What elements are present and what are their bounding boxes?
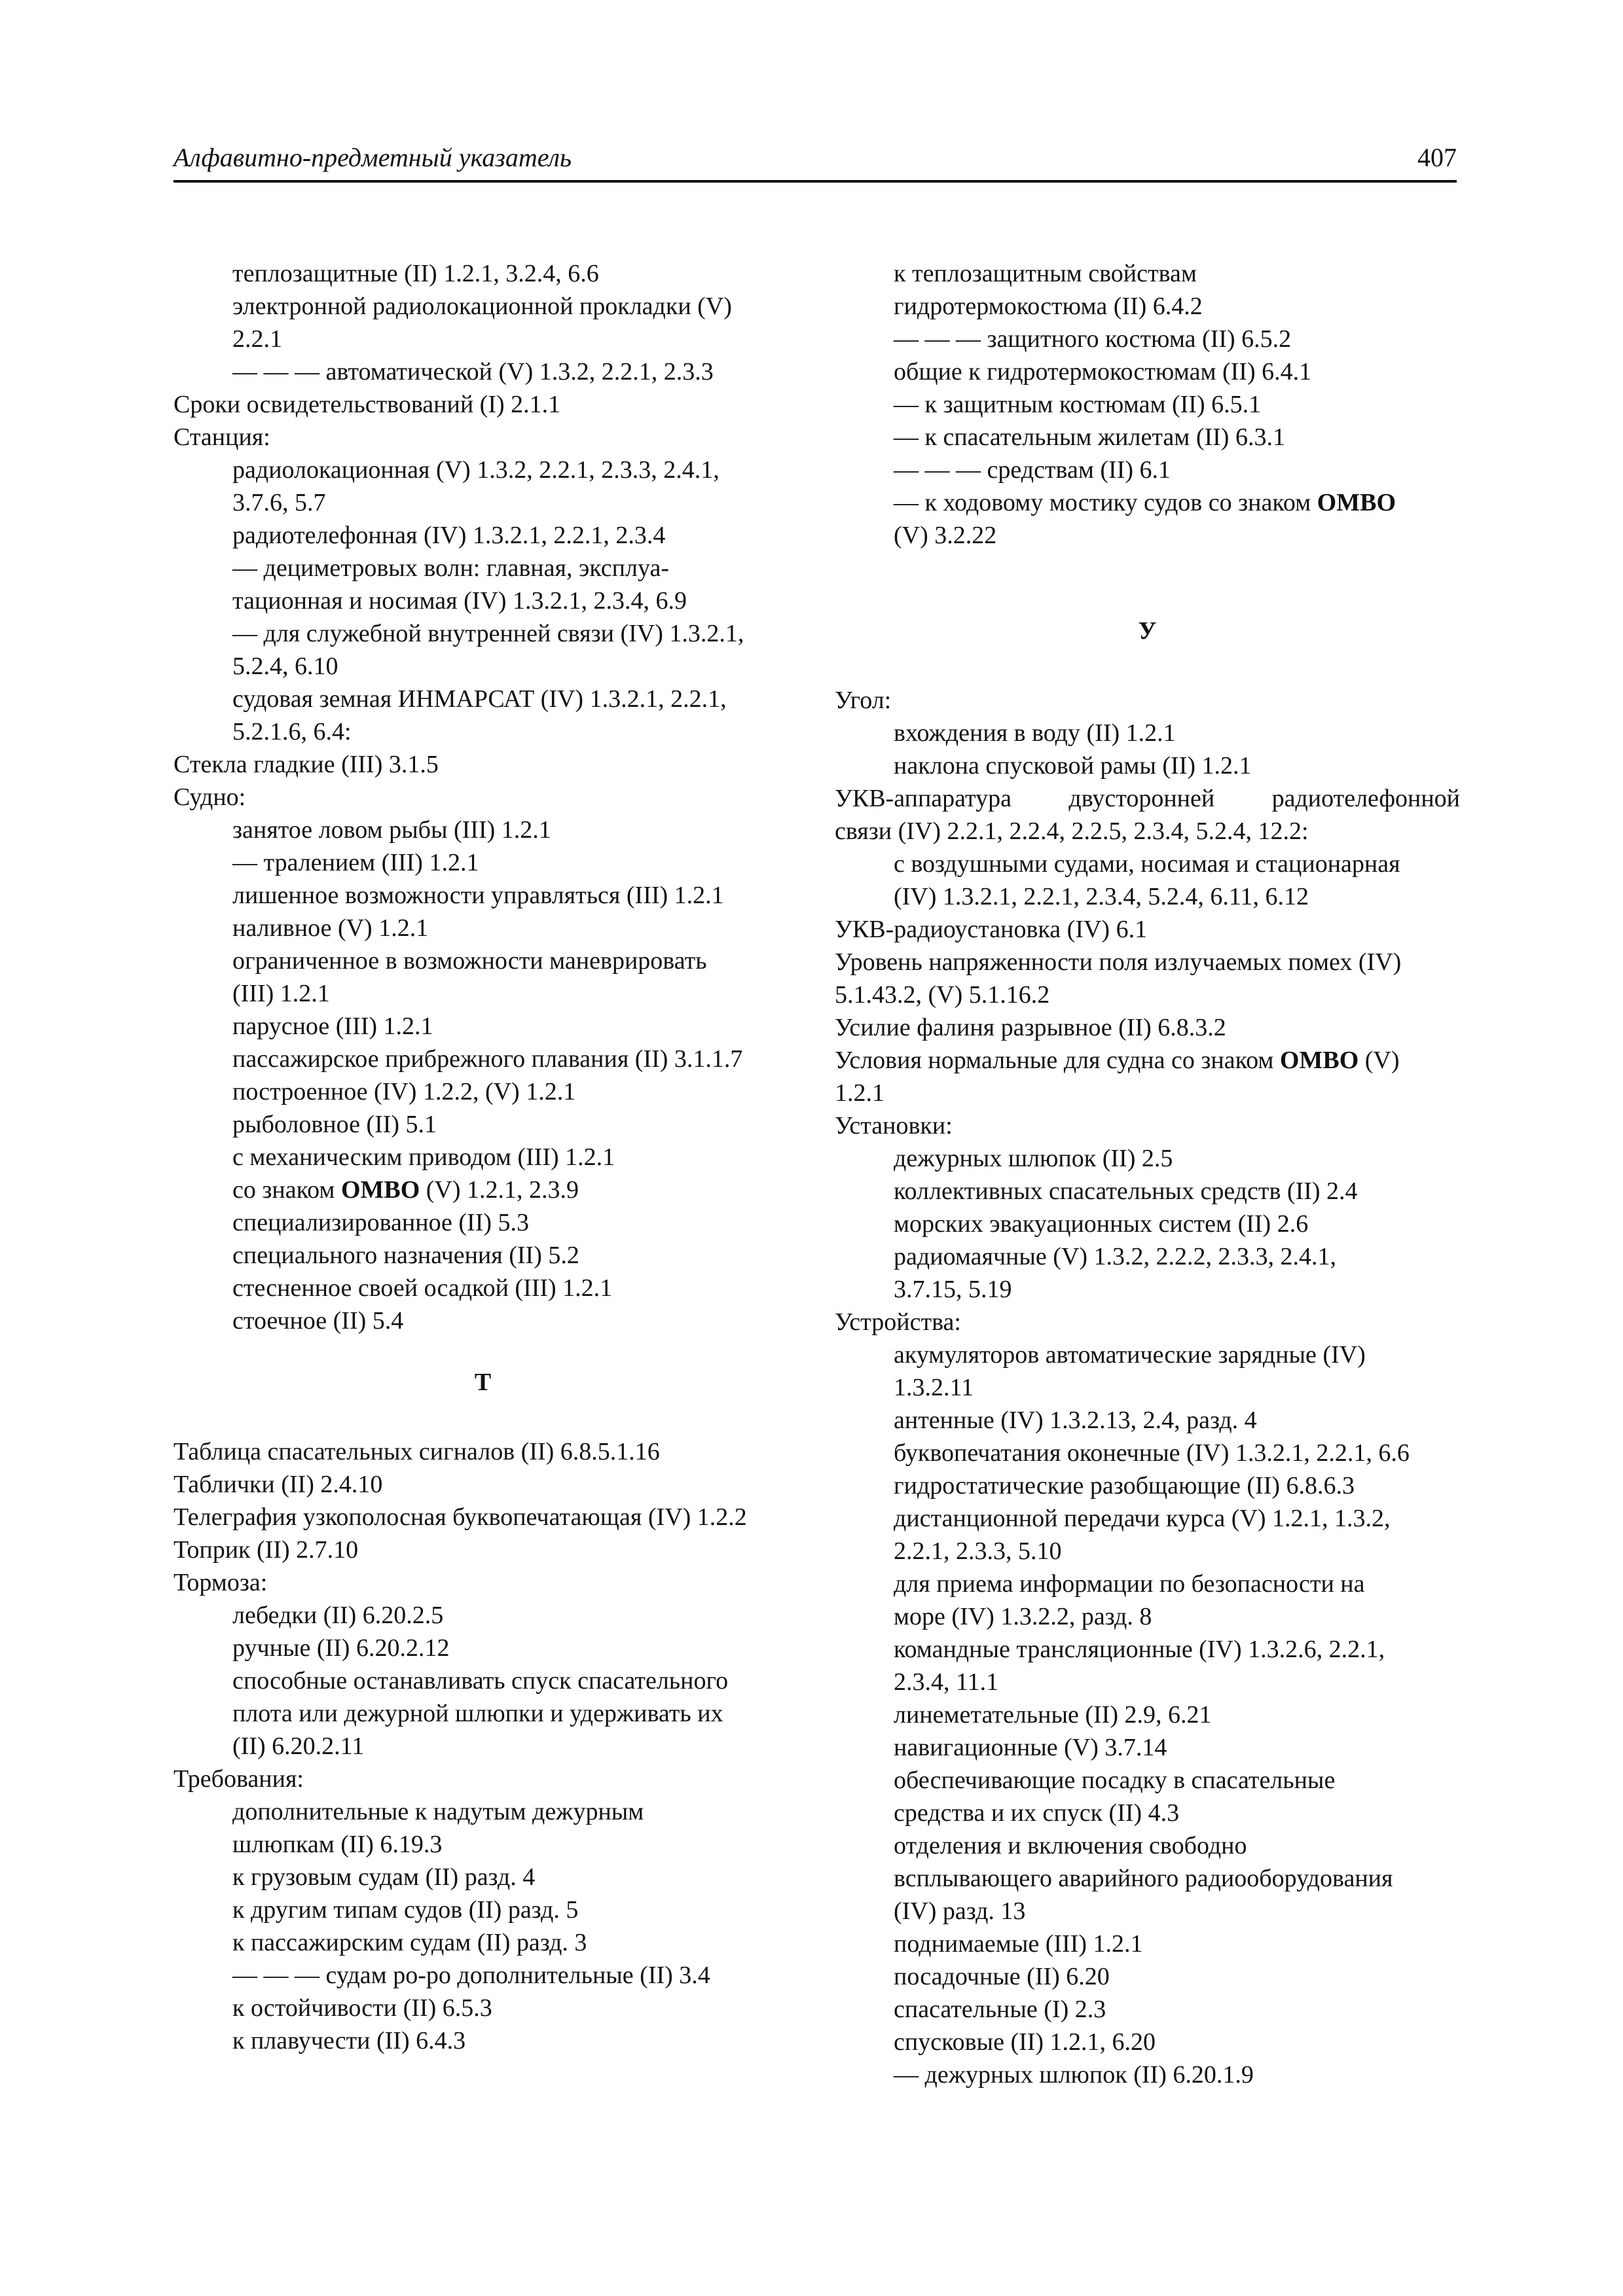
index-column-left xyxy=(173,257,792,2057)
index-entry: наливное (V) 1.2.1 xyxy=(232,914,429,942)
index-entry: дистанционной передачи курса (V) 1.2.1, 1.3.2, xyxy=(894,1505,1391,1532)
index-entry: общие к гидротермокостюмам (II) 6.4.1 xyxy=(894,358,1312,386)
index-entry: (III) 1.2.1 xyxy=(232,980,330,1007)
index-entry: радиомаячные (V) 1.3.2, 2.2.2, 2.3.3, 2.4.1, xyxy=(894,1243,1337,1270)
index-heading: Установки: xyxy=(835,1112,953,1139)
entry-text: Условия нормальные для судна со знаком xyxy=(835,1047,1280,1074)
index-entry: стоечное (II) 5.4 xyxy=(232,1307,404,1335)
index-entry: антенные (IV) 1.3.2.13, 2.4, разд. 4 xyxy=(894,1407,1257,1434)
index-entry: поднимаемые (III) 1.2.1 xyxy=(894,1930,1143,1958)
index-heading: 5.1.43.2, (V) 5.1.16.2 xyxy=(835,981,1050,1009)
index-entry: лебедки (II) 6.20.2.5 xyxy=(232,1602,444,1629)
index-entry: наклона спусковой рамы (II) 1.2.1 xyxy=(894,752,1252,780)
index-entry: судовая земная ИНМАРСАТ (IV) 1.3.2.1, 2.2.1, xyxy=(232,685,727,713)
running-header xyxy=(173,141,1457,183)
index-entry: к грузовым судам (II) разд. 4 xyxy=(232,1863,536,1891)
index-entry: — — — средствам (II) 6.1 xyxy=(894,456,1171,484)
omvo-mark: ОМВО xyxy=(1317,489,1396,516)
index-heading: Сроки освидетельствований (I) 2.1.1 xyxy=(173,391,561,418)
index-entry: — к защитным костюмам (II) 6.5.1 xyxy=(894,391,1262,418)
index-entry xyxy=(173,1174,792,1206)
index-entry: 5.2.1.6, 6.4: xyxy=(232,718,352,745)
index-heading: Таблички (II) 2.4.10 xyxy=(173,1471,383,1498)
index-heading: 1.2.1 xyxy=(835,1079,884,1107)
index-entry: гидростатические разобщающие (II) 6.8.6.3 xyxy=(894,1472,1355,1499)
entry-text: — к ходовому мостику судов со знаком xyxy=(894,489,1317,516)
index-entry: буквопечатания оконечные (IV) 1.3.2.1, 2.2.1, 6.6 xyxy=(894,1439,1410,1467)
index-entry: — — — автоматической (V) 1.3.2, 2.2.1, 2.3.3 xyxy=(232,358,714,386)
omvo-mark: ОМВО xyxy=(1279,1047,1359,1074)
index-entry: (V) 3.2.22 xyxy=(894,522,997,549)
index-entry: — тралением (III) 1.2.1 xyxy=(232,849,479,876)
index-entry: пассажирское прибрежного плавания (II) 3.1.1.7 xyxy=(232,1045,743,1073)
index-entry: спусковые (II) 1.2.1, 6.20 xyxy=(894,2028,1156,2056)
index-entry: — — — защитного костюма (II) 6.5.2 xyxy=(894,325,1292,353)
index-entry: морских эвакуационных систем (II) 2.6 xyxy=(894,1210,1309,1238)
index-entry: дополнительные к надутым дежурным xyxy=(232,1798,644,1825)
index-entry: специализированное (II) 5.3 xyxy=(232,1209,530,1236)
index-entry: занятое ловом рыбы (III) 1.2.1 xyxy=(232,816,551,844)
index-heading xyxy=(835,1044,1460,1077)
index-heading: Угол: xyxy=(835,687,892,714)
entry-text: (V) xyxy=(1359,1047,1400,1074)
index-entry: радиотелефонная (IV) 1.3.2.1, 2.2.1, 2.3.4 xyxy=(232,522,666,549)
index-heading: Устройства: xyxy=(835,1308,961,1336)
index-entry: море (IV) 1.3.2.2, разд. 8 xyxy=(894,1603,1152,1630)
index-entry: электронной радиолокационной прокладки (V) xyxy=(232,293,732,320)
entry-text: со знаком xyxy=(232,1176,341,1204)
index-entry: построенное (IV) 1.2.2, (V) 1.2.1 xyxy=(232,1078,576,1105)
index-entry: 1.3.2.11 xyxy=(894,1374,974,1401)
index-entry: шлюпкам (II) 6.19.3 xyxy=(232,1831,443,1858)
index-entry: средства и их спуск (II) 4.3 xyxy=(894,1799,1180,1827)
index-entry: 2.3.4, 11.1 xyxy=(894,1668,999,1696)
index-entry: отделения и включения свободно xyxy=(894,1832,1247,1859)
index-entry: к другим типам судов (II) разд. 5 xyxy=(232,1896,579,1924)
index-entry: специального назначения (II) 5.2 xyxy=(232,1242,579,1269)
index-entry: всплывающего аварийного радиооборудования xyxy=(894,1865,1393,1892)
index-entry: с воздушными судами, носимая и стационарная xyxy=(894,850,1400,878)
index-heading: Тормоза: xyxy=(173,1569,268,1596)
index-entry: парусное (III) 1.2.1 xyxy=(232,1013,433,1040)
index-heading: Станция: xyxy=(173,423,270,451)
index-heading: Стекла гладкие (III) 3.1.5 xyxy=(173,751,439,778)
omvo-mark: ОМВО xyxy=(340,1176,420,1204)
index-column-right xyxy=(835,257,1460,2091)
index-entry: 3.7.15, 5.19 xyxy=(894,1276,1012,1303)
index-heading: Судно: xyxy=(173,783,246,811)
index-heading: УКВ-аппаратура двусторонней радиотелефонной xyxy=(835,785,1460,812)
index-entry: линеметательные (II) 2.9, 6.21 xyxy=(894,1701,1212,1729)
index-entry: гидротермокостюма (II) 6.4.2 xyxy=(894,293,1203,320)
index-entry: обеспечивающие посадку в спасательные xyxy=(894,1767,1336,1794)
index-entry xyxy=(835,486,1460,519)
index-entry: к остойчивости (II) 6.5.3 xyxy=(232,1994,492,2022)
index-entry: теплозащитные (II) 1.2.1, 3.2.4, 6.6 xyxy=(232,260,599,287)
index-heading: Уровень напряженности поля излучаемых помех (IV) xyxy=(835,948,1402,976)
index-entry: вхождения в воду (II) 1.2.1 xyxy=(894,719,1176,747)
index-entry: к пассажирским судам (II) разд. 3 xyxy=(232,1929,587,1956)
index-entry: 2.2.1 xyxy=(232,325,282,353)
running-title: Алфавитно-предметный указатель xyxy=(173,143,572,172)
index-entry: акумуляторов автоматические зарядные (IV) xyxy=(894,1341,1366,1369)
index-entry: с механическим приводом (III) 1.2.1 xyxy=(232,1143,615,1171)
index-entry: ограниченное в возможности маневрировать xyxy=(232,947,707,975)
index-heading: Требования: xyxy=(173,1765,304,1793)
index-entry: (II) 6.20.2.11 xyxy=(232,1732,365,1760)
index-entry: к теплозащитным свойствам xyxy=(894,260,1197,287)
index-heading: связи (IV) 2.2.1, 2.2.4, 2.2.5, 2.3.4, 5.2.4, 12.2: xyxy=(835,817,1309,845)
index-heading: Таблица спасательных сигналов (II) 6.8.5.1.16 xyxy=(173,1438,660,1465)
index-heading: УКВ-радиоустановка (IV) 6.1 xyxy=(835,916,1148,943)
section-letter-t: Т xyxy=(474,1369,492,1396)
index-entry: командные трансляционные (IV) 1.3.2.6, 2.2.1, xyxy=(894,1636,1385,1663)
page-number: 407 xyxy=(1417,143,1457,172)
index-entry: — к спасательным жилетам (II) 6.3.1 xyxy=(894,423,1285,451)
entry-text: (V) 1.2.1, 2.3.9 xyxy=(420,1176,579,1204)
index-entry: навигационные (V) 3.7.14 xyxy=(894,1734,1167,1761)
index-entry: 3.7.6, 5.7 xyxy=(232,489,326,516)
index-entry: (IV) разд. 13 xyxy=(894,1897,1026,1925)
index-entry: радиолокационная (V) 1.3.2, 2.2.1, 2.3.3, 2.4.1, xyxy=(232,456,720,484)
index-entry: посадочные (II) 6.20 xyxy=(894,1963,1110,1990)
index-entry: рыболовное (II) 5.1 xyxy=(232,1111,437,1138)
index-entry: — дециметровых волн: главная, эксплуа- xyxy=(232,554,669,582)
index-entry: 2.2.1, 2.3.3, 5.10 xyxy=(894,1537,1062,1565)
index-entry: плота или дежурной шлюпки и удерживать их xyxy=(232,1700,723,1727)
index-entry: для приема информации по безопасности на xyxy=(894,1570,1365,1598)
index-entry: спасательные (I) 2.3 xyxy=(894,1996,1106,2023)
index-entry: — для служебной внутренней связи (IV) 1.3.2.1, xyxy=(232,620,744,647)
index-entry: к плавучести (II) 6.4.3 xyxy=(232,2027,466,2054)
index-entry: дежурных шлюпок (II) 2.5 xyxy=(894,1145,1173,1172)
index-entry: коллективных спасательных средств (II) 2.4 xyxy=(894,1177,1358,1205)
index-entry: — — — судам ро-ро дополнительные (II) 3.4 xyxy=(232,1962,710,1989)
index-heading: Усилие фалиня разрывное (II) 6.8.3.2 xyxy=(835,1014,1226,1041)
index-heading: Телеграфия узкополосная буквопечатающая (IV) 1.2.2 xyxy=(173,1503,747,1531)
index-entry: тационная и носимая (IV) 1.3.2.1, 2.3.4, 6.9 xyxy=(232,587,687,615)
section-letter-u: У xyxy=(1138,617,1157,645)
index-entry: стесненное своей осадкой (III) 1.2.1 xyxy=(232,1274,613,1302)
index-entry: (IV) 1.3.2.1, 2.2.1, 2.3.4, 5.2.4, 6.11, 6.12 xyxy=(894,883,1309,910)
index-entry: способные останавливать спуск спасательного xyxy=(232,1667,729,1695)
index-entry: — дежурных шлюпок (II) 6.20.1.9 xyxy=(894,2061,1254,2089)
index-entry: ручные (II) 6.20.2.12 xyxy=(232,1634,450,1662)
index-heading: Топрик (II) 2.7.10 xyxy=(173,1536,359,1564)
index-entry: лишенное возможности управляться (III) 1.2.1 xyxy=(232,882,724,909)
index-entry: 5.2.4, 6.10 xyxy=(232,653,338,680)
